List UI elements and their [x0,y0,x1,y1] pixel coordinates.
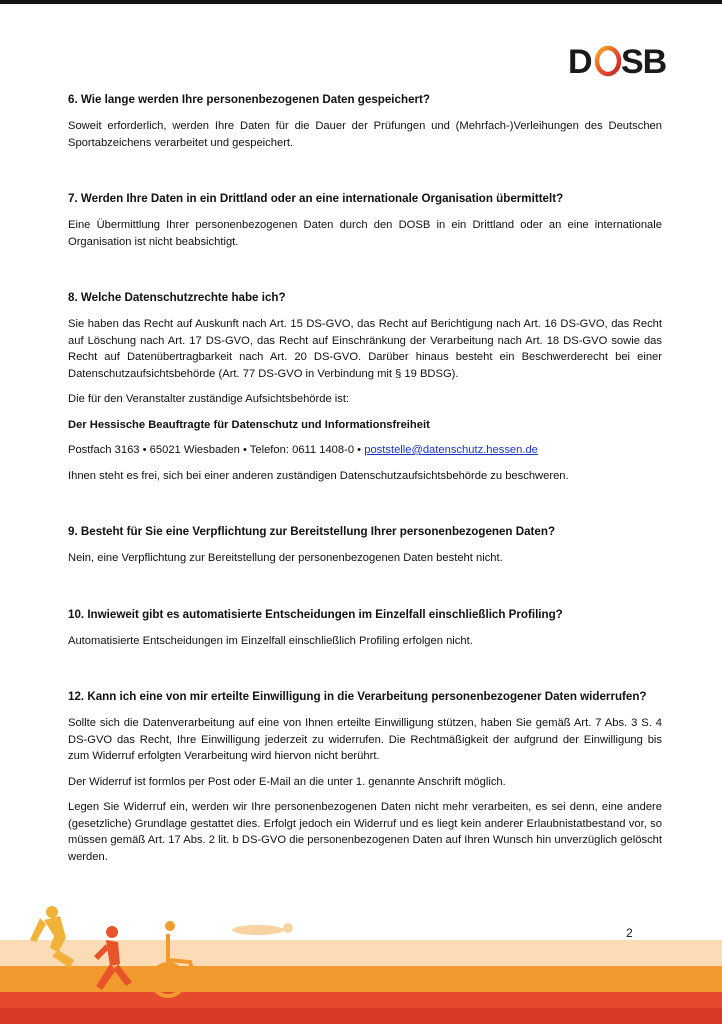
section-heading: 9. Besteht für Sie eine Verpflichtung zur Bereitstellung Ihrer personenbezogenen Daten? [68,525,556,538]
logo-letters-sb: SB [621,43,667,80]
dosb-logo [568,40,686,80]
section-paragraph: Legen Sie Widerruf ein, werden wir Ihre personenbezogenen Daten nicht mehr verarbeiten, es sei denn, eine andere (gesetzliche) Grundlage gestattet dies. Erfolgt jedoch ein Widerruf und es liegt kein anderer Erlaubnistatbestand vor, so müssen gemäß Art. 17 Abs. 2 lit. b DS-GVO die personenbezogenen Daten auf Ihren Wunsch hin unverzüglich gelöscht werden. [68,801,662,863]
footer-band-dark [0,1008,722,1024]
section-paragraph: Nein, eine Verpflichtung zur Bereitstellung der personenbezogenen Daten besteht nicht. [68,552,503,564]
section-paragraph: Der Widerruf ist formlos per Post oder E-Mail an die unter 1. genannte Anschrift möglich. [68,775,506,788]
section-heading: 10. Inwieweit gibt es automatisierte Entscheidungen im Einzelfall einschließlich Profiling? [68,607,563,621]
section-paragraph: Sollte sich die Datenverarbeitung auf eine von Ihnen erteilte Einwilligung stützen, haben Sie gemäß Art. 7 Abs. 3 S. 4 DS-GVO das Recht, Ihre Einwilligung jederzeit zu widerrufen. Die Rechtmäßigkeit der aufgrund der Einwilligung bis zum Widerruf erfolgten Verarbeitung wird hiervon nicht berührt. [68,717,662,762]
section-10 [68,607,662,650]
document-body [68,92,662,905]
footer-banner [0,890,722,1024]
section-paragraph: Eine Übermittlung Ihrer personenbezogenen Daten durch den DOSB in ein Drittland oder an eine internationale Organisation ist nicht beabsichtigt. [68,219,662,248]
swimmer-icon [232,923,293,935]
page-number: 2 [626,926,633,940]
section-heading: 8. Welche Datenschutzrechte habe ich? [68,291,286,304]
section-paragraph: Automatisierte Entscheidungen im Einzelfall einschließlich Profiling erfolgen nicht. [68,634,473,647]
authority-name: Der Hessische Beauftragte für Datenschutz und Informationsfreiheit [68,418,430,431]
authority-email-link[interactable]: poststelle@datenschutz.hessen.de [364,444,538,456]
section-heading: 12. Kann ich eine von mir erteilte Einwilligung in die Verarbeitung personenbezogener Daten widerrufen? [68,690,647,703]
section-6 [68,92,662,151]
logo-o-ring [597,48,619,74]
section-7 [68,191,662,250]
section-heading: 6. Wie lange werden Ihre personenbezogenen Daten gespeichert? [68,93,430,106]
section-paragraph: Sie haben das Recht auf Auskunft nach Art. 15 DS-GVO, das Recht auf Berichtigung nach Art. 16 DS-GVO, das Recht auf Löschung nach Art. 17 DS-GVO, das Recht auf Einschränkung der Verarbeitung nach Art. 18 DS-GVO sowie das Recht auf Datenübertragbarkeit nach Art. 20 DS-GVO. Darüber hinaus besteht ein Beschwerderecht bei einer Datenschutzaufsichtsbehörde (Art. 77 DS-GVO in Verbindung mit § 19 BDSG). [68,318,662,380]
address-text: Postfach 3163 • 65021 Wiesbaden • Telefon: 0611 1408-0 • [68,444,365,456]
logo-letter-d: D [568,43,592,80]
section-heading: 7. Werden Ihre Daten in ein Drittland oder an eine internationale Organisation übermittelt? [68,192,564,205]
section-paragraph: Ihnen steht es frei, sich bei einer anderen zuständigen Datenschutzaufsichtsbehörde zu beschweren. [68,469,569,482]
section-paragraph: Soweit erforderlich, werden Ihre Daten für die Dauer der Prüfungen und (Mehrfach-)Verleihungen des Deutschen Sportabzeichens verarbeitet und gespeichert. [68,120,662,149]
section-12 [68,689,662,865]
section-paragraph: Die für den Veranstalter zuständige Aufsichtsbehörde ist: [68,393,350,405]
top-border [0,0,722,4]
section-9 [68,524,662,567]
section-8 [68,290,662,484]
authority-address [68,442,662,459]
